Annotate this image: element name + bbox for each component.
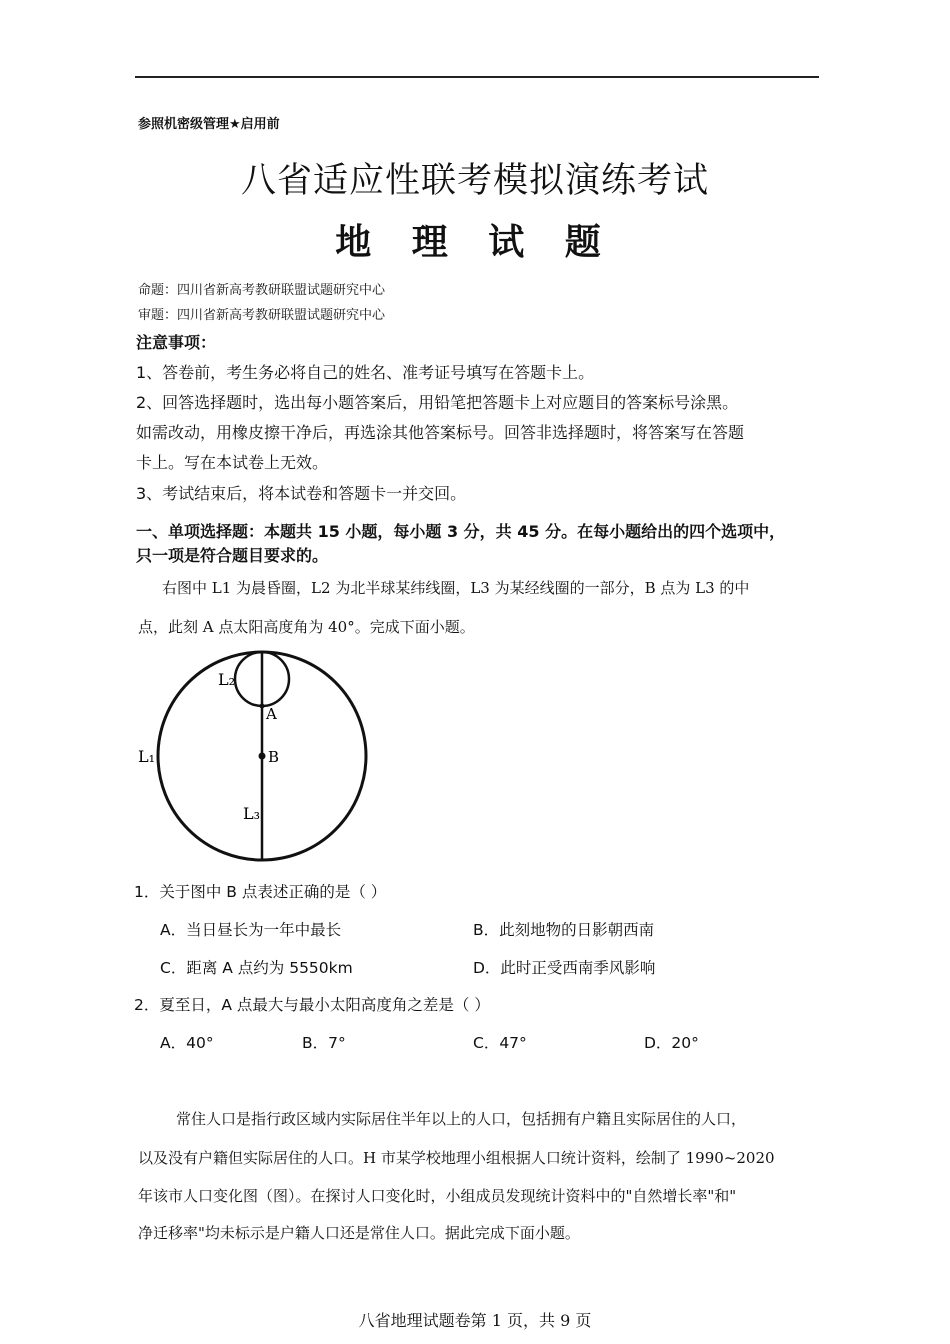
page-footer: 八省地理试题卷第 1 页，共 9 页 (358, 1311, 592, 1330)
question-option: D．20° (644, 1034, 699, 1052)
question-stem: 1．关于图中 B 点表述正确的是（ ） (134, 883, 387, 901)
note-line: 3、考试结束后，将本试卷和答题卡一并交回。 (136, 484, 467, 503)
author-line: 命题：四川省新高考教研联盟试题研究中心 (138, 283, 386, 298)
notes-heading: 注意事项： (136, 333, 217, 352)
circle-diagram (130, 645, 410, 870)
label-b: B (268, 748, 280, 766)
question-option: A．当日昼长为一年中最长 (160, 921, 342, 939)
question-option: C．47° (473, 1034, 527, 1052)
section-heading: 一、单项选择题：本题共 15 小题，每小题 3 分，共 45 分。在每小题给出的四个选项中， (136, 522, 786, 541)
section-heading-cont: 只一项是符合题目要求的。 (136, 546, 329, 565)
exam-title: 八省适应性联考模拟演练考试 (240, 161, 709, 201)
label-l3: L₃ (243, 804, 261, 823)
note-line: 2、回答选择题时，选出每小题答案后，用铅笔把答题卡上对应题目的答案标号涂黑。 (136, 393, 739, 412)
label-l2: L₂ (218, 670, 236, 689)
passage-line: 年该市人口变化图（图）。在探讨人口变化时，小组成员发现统计资料中的"自然增长率"和" (138, 1187, 737, 1205)
question-option: B．7° (302, 1034, 346, 1052)
passage-line: 以及没有户籍但实际居住的人口。H 市某学校地理小组根据人口统计资料，绘制了 1990~2020 (138, 1149, 775, 1167)
point-a (260, 704, 265, 709)
subject-title: 地 理 试 题 (335, 222, 615, 263)
question-option: A．40° (160, 1034, 214, 1052)
note-line: 1、答卷前，考生务必将自己的姓名、准考证号填写在答题卡上。 (136, 363, 595, 382)
question-option: D．此时正受西南季风影响 (473, 959, 656, 977)
point-b (259, 753, 266, 760)
top-rule (135, 76, 819, 78)
note-line: 如需改动，用橡皮擦干净后，再选涂其他答案标号。回答非选择题时，将答案写在答题 (136, 423, 745, 442)
question-stem: 2．夏至日，A 点最大与最小太阳高度角之差是（ ） (134, 996, 490, 1014)
question-option: B．此刻地物的日影朝西南 (473, 921, 655, 939)
secret-level-label: 参照机密级管理★启用前 (138, 117, 280, 132)
question-option: C．距离 A 点约为 5550km (160, 959, 353, 977)
label-a: A (266, 705, 277, 723)
label-l1: L₁ (138, 747, 156, 766)
reviewer-line: 审题：四川省新高考教研联盟试题研究中心 (138, 308, 386, 323)
passage-line: 常住人口是指行政区域内实际居住半年以上的人口，包括拥有户籍且实际居住的人口， (176, 1110, 747, 1128)
intro-line: 右图中 L1 为晨昏圈，L2 为北半球某纬线圈，L3 为某经线圈的一部分，B 点为 L3 的中 (162, 579, 750, 597)
passage-line: 净迁移率"均未标示是户籍人口还是常住人口。据此完成下面小题。 (138, 1224, 580, 1242)
intro-line: 点，此刻 A 点太阳高度角为 40°。完成下面小题。 (138, 618, 475, 636)
note-line: 卡上。写在本试卷上无效。 (136, 453, 329, 472)
